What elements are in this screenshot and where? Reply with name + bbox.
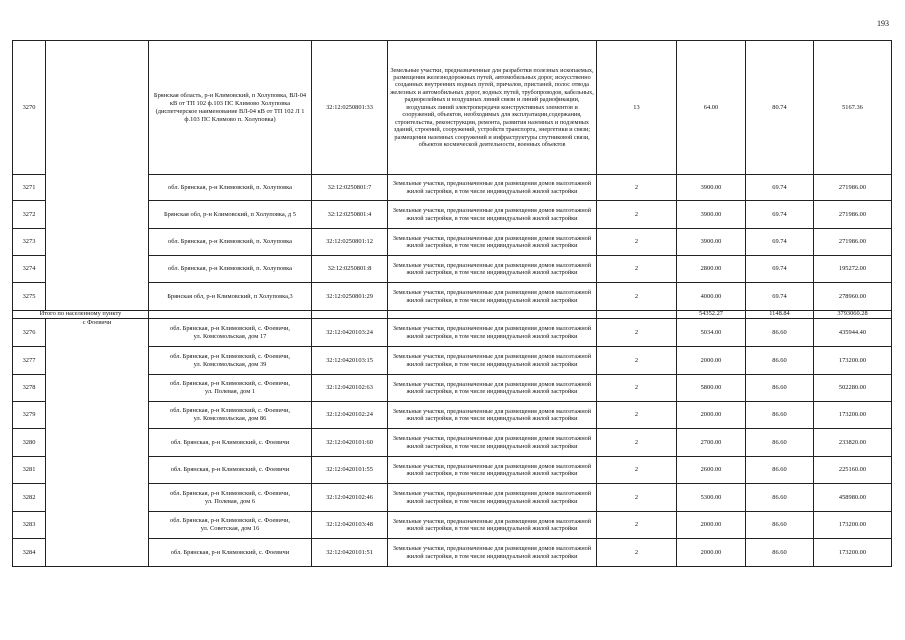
rate-cell: 69.74 bbox=[746, 229, 814, 256]
row-number: 3277 bbox=[13, 347, 46, 375]
cadastral-number: 32:12:0420103:24 bbox=[312, 319, 388, 347]
land-purpose-cell: Земельные участки, предназначенные для размещения домов малоэтажной жилой застройки, в том числе индивидуальной жилой застройки bbox=[388, 283, 597, 311]
address-cell: обл. Брянская, р-н Климовский, с. Фоевичи, ул. Советская, дом 16 bbox=[149, 512, 312, 539]
cadastral-value: 173200.00 bbox=[814, 539, 892, 567]
address-cell: обл. Брянская, р-н Климовский, п. Холуповка bbox=[149, 175, 312, 201]
land-purpose-cell: Земельные участки, предназначенные для размещения домов малоэтажной жилой застройки, в том числе индивидуальной жилой застройки bbox=[388, 457, 597, 484]
row-number: 3270 bbox=[13, 41, 46, 175]
cadastral-number: 32:12:0420102:24 bbox=[312, 402, 388, 429]
cadastral-value: 271986.00 bbox=[814, 201, 892, 229]
rate-cell: 86.60 bbox=[746, 429, 814, 457]
area-cell: 3900.00 bbox=[677, 229, 746, 256]
land-purpose-cell: Земельные участки, предназначенные для размещения домов малоэтажной жилой застройки, в том числе индивидуальной жилой застройки bbox=[388, 375, 597, 402]
rate-cell: 86.60 bbox=[746, 375, 814, 402]
group-number: 2 bbox=[597, 375, 677, 402]
rate-cell: 69.74 bbox=[746, 256, 814, 283]
cadastral-value: 435944.40 bbox=[814, 319, 892, 347]
table-row bbox=[13, 319, 892, 347]
row-number: 3279 bbox=[13, 402, 46, 429]
area-cell: 3900.00 bbox=[677, 201, 746, 229]
area-cell: 5034.00 bbox=[677, 319, 746, 347]
group-number: 2 bbox=[597, 512, 677, 539]
rate-cell: 86.60 bbox=[746, 347, 814, 375]
area-cell: 2000.00 bbox=[677, 539, 746, 567]
group-number: 2 bbox=[597, 175, 677, 201]
cadastral-number: 32:12:0420102:63 bbox=[312, 375, 388, 402]
group-number: 13 bbox=[597, 41, 677, 175]
table-row bbox=[13, 41, 892, 175]
row-number: 3271 bbox=[13, 175, 46, 201]
area-cell: 2000.00 bbox=[677, 347, 746, 375]
subtotal-rate: 1148.84 bbox=[746, 311, 814, 319]
group-number: 2 bbox=[597, 319, 677, 347]
land-purpose-cell: Земельные участки, предназначенные для размещения домов малоэтажной жилой застройки, в том числе индивидуальной жилой застройки bbox=[388, 402, 597, 429]
area-cell: 3900.00 bbox=[677, 175, 746, 201]
address-cell: обл. Брянская, р-н Климовский, с. Фоевичи, ул. Комсомольская, дом 39 bbox=[149, 347, 312, 375]
rate-cell: 86.60 bbox=[746, 402, 814, 429]
address-cell: обл. Брянская, р-н Климовский, с. Фоевичи, ул. Комсомольская, дом 17 bbox=[149, 319, 312, 347]
group-number: 2 bbox=[597, 347, 677, 375]
row-number: 3284 bbox=[13, 539, 46, 567]
subtotal-value: 3793060.28 bbox=[814, 311, 892, 319]
cadastral-number: 32:12:0250801:12 bbox=[312, 229, 388, 256]
address-cell: обл. Брянская, р-н Климовский, с. Фоевичи, ул. Полевая, дом 6 bbox=[149, 484, 312, 512]
cadastral-value: 502280.00 bbox=[814, 375, 892, 402]
area-cell: 2000.00 bbox=[677, 512, 746, 539]
cadastral-number: 32:12:0250801:29 bbox=[312, 283, 388, 311]
land-purpose-cell: Земельные участки, предназначенные для размещения домов малоэтажной жилой застройки, в том числе индивидуальной жилой застройки bbox=[388, 319, 597, 347]
group-number: 2 bbox=[597, 484, 677, 512]
cadastral-value: 458980.00 bbox=[814, 484, 892, 512]
land-purpose-cell: Земельные участки, предназначенные для размещения домов малоэтажной жилой застройки, в том числе индивидуальной жилой застройки bbox=[388, 347, 597, 375]
cadastral-number: 32:12:0420101:60 bbox=[312, 429, 388, 457]
cadastral-value: 195272.00 bbox=[814, 256, 892, 283]
cell-empty bbox=[149, 311, 312, 319]
row-number: 3280 bbox=[13, 429, 46, 457]
cadastral-number: 32:12:0420103:15 bbox=[312, 347, 388, 375]
group-number: 2 bbox=[597, 429, 677, 457]
rate-cell: 86.60 bbox=[746, 539, 814, 567]
land-purpose-cell: Земельные участки, предназначенные для размещения домов малоэтажной жилой застройки, в том числе индивидуальной жилой застройки bbox=[388, 512, 597, 539]
subtotal-row bbox=[13, 311, 892, 319]
row-number: 3275 bbox=[13, 283, 46, 311]
cadastral-value: 271986.00 bbox=[814, 229, 892, 256]
group-number: 2 bbox=[597, 229, 677, 256]
land-purpose-cell: Земельные участки, предназначенные для разработки полезных ископаемых, размещения железнодорожных путей, автомобильных дорог, искусственно созданных внутренних водных путей, причалов, пристаней, полос отвода железных и автомобильных дорог, водных путей, трубопроводов, кабельных, радиорелейных и воздушных линий связи и линий радиофикации, воздушных линий электропередачи конструктивных элементов и сооружений, объектов, необходимых для эксплуатации,содержания, строительства, реконструкции, ремонта, развития наземных и подземных зданий, строений, сооружений, устройств транспорта, энергетики и связи; размещения наземных сооружений и инфраструктуры спутниковой связи, объектов космической деятельности, военных объектов bbox=[388, 41, 597, 175]
address-cell: обл. Брянская, р-н Климовский, с. Фоевичи, ул. Полевая, дом 1 bbox=[149, 375, 312, 402]
cell-empty bbox=[388, 311, 597, 319]
cadastral-number: 32:12:0250801:7 bbox=[312, 175, 388, 201]
cadastral-value: 173200.00 bbox=[814, 402, 892, 429]
land-purpose-cell: Земельные участки, предназначенные для размещения домов малоэтажной жилой застройки, в том числе индивидуальной жилой застройки bbox=[388, 229, 597, 256]
cadastral-value: 271986.00 bbox=[814, 175, 892, 201]
area-cell: 5300.00 bbox=[677, 484, 746, 512]
area-cell: 4000.00 bbox=[677, 283, 746, 311]
rate-cell: 86.60 bbox=[746, 457, 814, 484]
subtotal-area: 54352.27 bbox=[677, 311, 746, 319]
rate-cell: 69.74 bbox=[746, 175, 814, 201]
row-number: 3278 bbox=[13, 375, 46, 402]
rate-cell: 80.74 bbox=[746, 41, 814, 175]
rate-cell: 69.74 bbox=[746, 201, 814, 229]
rate-cell: 86.60 bbox=[746, 484, 814, 512]
subtotal-label: Итого по населенному пункту bbox=[13, 311, 149, 319]
cadastral-value: 225160.00 bbox=[814, 457, 892, 484]
locality-cell: с Фоевичи bbox=[46, 319, 149, 567]
cadastral-number: 32:12:0420103:48 bbox=[312, 512, 388, 539]
area-cell: 2600.00 bbox=[677, 457, 746, 484]
address-cell: обл. Брянская, р-н Климовский, п. Холуповка bbox=[149, 256, 312, 283]
cadastral-number: 32:12:0250801:8 bbox=[312, 256, 388, 283]
cadastral-value: 173200.00 bbox=[814, 347, 892, 375]
area-cell: 2800.00 bbox=[677, 256, 746, 283]
group-number: 2 bbox=[597, 402, 677, 429]
rate-cell: 86.60 bbox=[746, 512, 814, 539]
cadastral-value-table bbox=[12, 40, 892, 567]
address-cell: обл. Брянская, р-н Климовский, п. Холуповка bbox=[149, 229, 312, 256]
address-cell: обл. Брянская, р-н Климовский, с. Фоевичи bbox=[149, 539, 312, 567]
cadastral-number: 32:12:0250801:33 bbox=[312, 41, 388, 175]
row-number: 3274 bbox=[13, 256, 46, 283]
cadastral-value: 5167.36 bbox=[814, 41, 892, 175]
row-number: 3282 bbox=[13, 484, 46, 512]
land-purpose-cell: Земельные участки, предназначенные для размещения домов малоэтажной жилой застройки, в том числе индивидуальной жилой застройки bbox=[388, 539, 597, 567]
address-cell: обл. Брянская, р-н Климовский, с. Фоевичи bbox=[149, 429, 312, 457]
land-purpose-cell: Земельные участки, предназначенные для размещения домов малоэтажной жилой застройки, в том числе индивидуальной жилой застройки bbox=[388, 201, 597, 229]
group-number: 2 bbox=[597, 256, 677, 283]
locality-cell bbox=[46, 41, 149, 311]
address-cell: обл. Брянская, р-н Климовский, с. Фоевичи bbox=[149, 457, 312, 484]
address-cell: Брянская обл, р-н Климовский, п Холуповка,3 bbox=[149, 283, 312, 311]
row-number: 3276 bbox=[13, 319, 46, 347]
group-number: 2 bbox=[597, 457, 677, 484]
area-cell: 2700.00 bbox=[677, 429, 746, 457]
address-cell: Брянская область, р-н Климовский, п Холуповка, ВЛ-04 кВ от ТП 102 ф.103 ПС Климово Холуповка (диспетчерское наименование ВЛ-04 кВ от ТП 102 Л 1 ф.103 ПС Климово п. Холуповка) bbox=[149, 41, 312, 175]
group-number: 2 bbox=[597, 283, 677, 311]
cadastral-number: 32:12:0420101:55 bbox=[312, 457, 388, 484]
rate-cell: 86.60 bbox=[746, 319, 814, 347]
area-cell: 5800.00 bbox=[677, 375, 746, 402]
address-cell: обл. Брянская, р-н Климовский, с. Фоевичи, ул. Комсомольская, дом 86 bbox=[149, 402, 312, 429]
land-purpose-cell: Земельные участки, предназначенные для размещения домов малоэтажной жилой застройки, в том числе индивидуальной жилой застройки bbox=[388, 256, 597, 283]
cadastral-number: 32:12:0420101:51 bbox=[312, 539, 388, 567]
cadastral-value: 173200.00 bbox=[814, 512, 892, 539]
land-purpose-cell: Земельные участки, предназначенные для размещения домов малоэтажной жилой застройки, в том числе индивидуальной жилой застройки bbox=[388, 484, 597, 512]
land-purpose-cell: Земельные участки, предназначенные для размещения домов малоэтажной жилой застройки, в том числе индивидуальной жилой застройки bbox=[388, 429, 597, 457]
group-number: 2 bbox=[597, 539, 677, 567]
page-number: 193 bbox=[877, 19, 889, 28]
area-cell: 2000.00 bbox=[677, 402, 746, 429]
cadastral-value: 233820.00 bbox=[814, 429, 892, 457]
cadastral-value: 278960.00 bbox=[814, 283, 892, 311]
area-cell: 64.00 bbox=[677, 41, 746, 175]
row-number: 3272 bbox=[13, 201, 46, 229]
rate-cell: 69.74 bbox=[746, 283, 814, 311]
cadastral-number: 32:12:0420102:46 bbox=[312, 484, 388, 512]
row-number: 3281 bbox=[13, 457, 46, 484]
land-purpose-cell: Земельные участки, предназначенные для размещения домов малоэтажной жилой застройки, в том числе индивидуальной жилой застройки bbox=[388, 175, 597, 201]
row-number: 3273 bbox=[13, 229, 46, 256]
group-number: 2 bbox=[597, 201, 677, 229]
address-cell: Брянская обл, р-н Климовский, п Холуповка, д 5 bbox=[149, 201, 312, 229]
row-number: 3283 bbox=[13, 512, 46, 539]
cell-empty bbox=[312, 311, 388, 319]
cell-empty bbox=[597, 311, 677, 319]
cadastral-number: 32:12:0250801:4 bbox=[312, 201, 388, 229]
